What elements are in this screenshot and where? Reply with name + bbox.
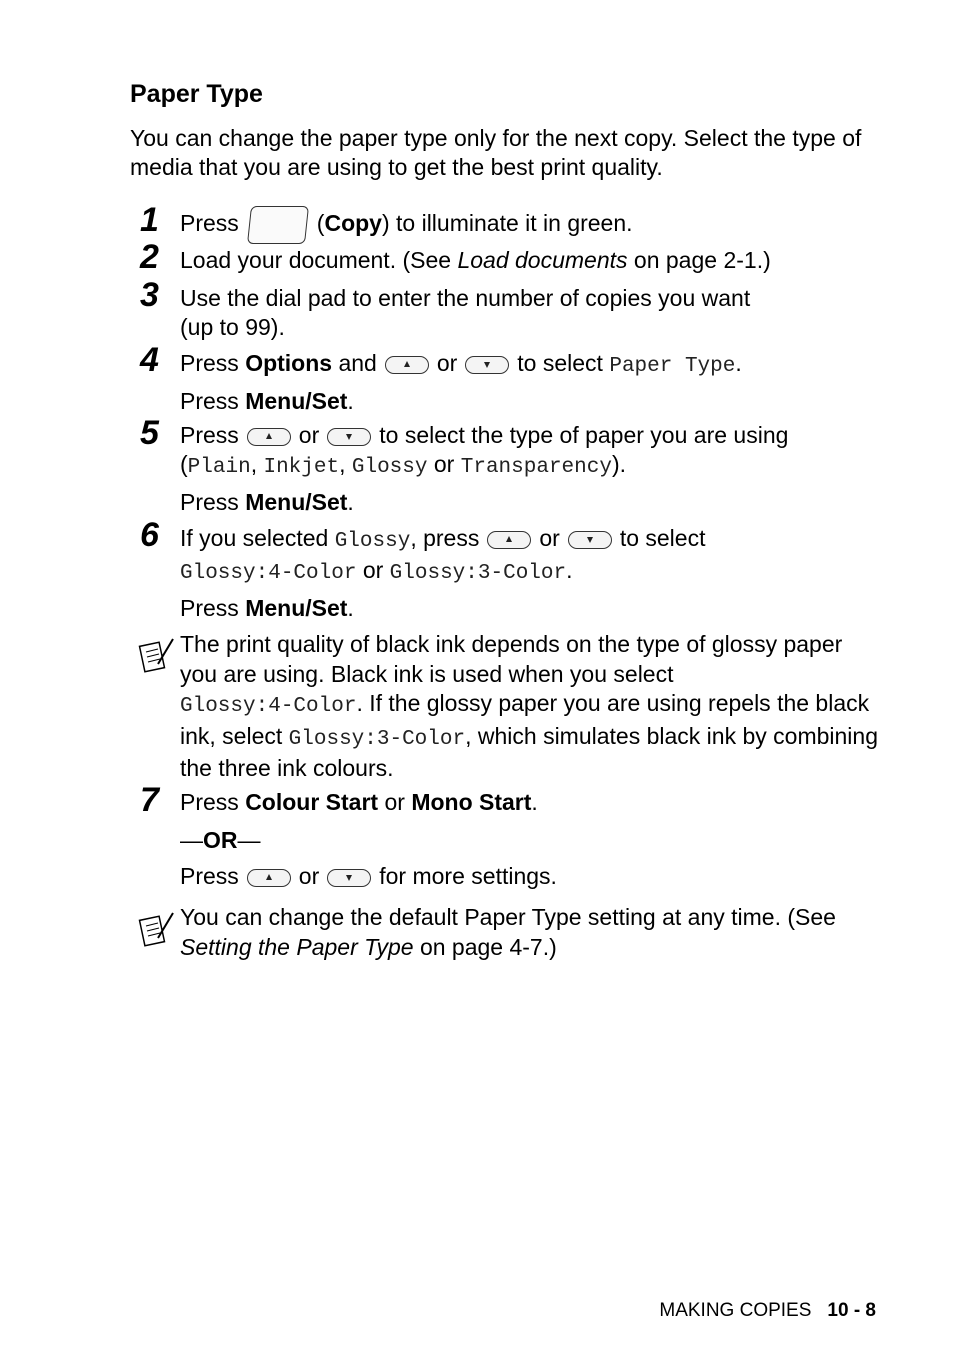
note-default-setting: You can change the default Paper Type setting at any time. (See Setting the Paper Type on page 4-7.) [180, 904, 836, 960]
step-7: Press Colour Start or Mono Start. [180, 789, 538, 815]
down-arrow-icon [327, 428, 371, 446]
up-arrow-icon [247, 428, 291, 446]
note-pencil-icon [138, 910, 176, 948]
section-heading: Paper Type [130, 80, 263, 108]
or-separator: —OR— [180, 827, 261, 853]
step-number: 6 [140, 516, 159, 554]
step-number: 5 [140, 414, 159, 452]
step-5: Press or to select the type of paper you are using (Plain, Inkjet, Glossy or Transparency). Press Menu/Set. [180, 422, 789, 515]
step-number: 3 [140, 276, 159, 314]
page-number: 10 - 8 [827, 1300, 876, 1321]
step-6: If you selected Glossy, press or to select Glossy:4-Color or Glossy:3-Color. Press Menu/Set. [180, 525, 706, 621]
note-pencil-icon [138, 636, 176, 674]
intro-paragraph: You can change the paper type only for the next copy. Select the type of media that you are using to get the best print quality. [130, 125, 862, 180]
up-arrow-icon [385, 356, 429, 374]
step-3: Use the dial pad to enter the number of copies you want (up to 99). [180, 285, 751, 340]
step-number: 2 [140, 238, 159, 276]
down-arrow-icon [568, 531, 612, 549]
down-arrow-icon [327, 869, 371, 887]
down-arrow-icon [465, 356, 509, 374]
step-number: 1 [140, 201, 159, 239]
note-glossy-ink: The print quality of black ink depends on the type of glossy paper you are using. Black ink is used when you select Glossy:4-Color. If the glossy paper you are using repels the black ink, select Glossy:3-Color, which simulates black ink by combining the three ink colours. [180, 631, 878, 781]
footer-section: MAKING COPIES [659, 1300, 812, 1321]
step-number: 7 [140, 781, 159, 819]
step-number: 4 [140, 341, 159, 379]
copy-key-icon [247, 206, 309, 244]
step-7-alt: Press or for more settings. [180, 863, 557, 889]
step-2: Load your document. (See Load documents on page 2-1.) [180, 247, 771, 273]
page-footer [659, 1300, 876, 1322]
step-1: Press (Copy) to illuminate it in green. [180, 206, 880, 244]
up-arrow-icon [487, 531, 531, 549]
step-4: Press Options and or to select Paper Type. Press Menu/Set. [180, 350, 742, 414]
up-arrow-icon [247, 869, 291, 887]
